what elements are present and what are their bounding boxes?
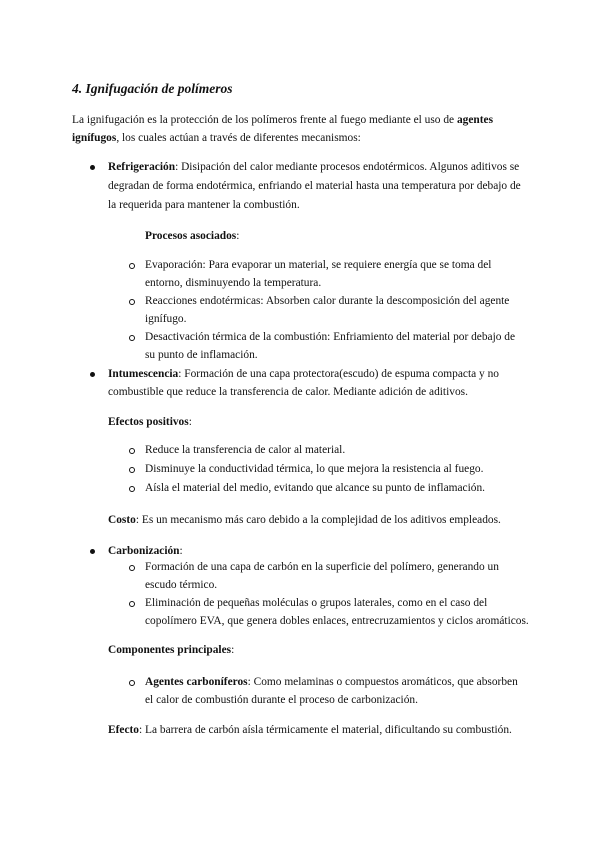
- section-title: 4. Ignifugación de polímeros: [72, 81, 233, 96]
- proceso-item-3-line-1: Desactivación térmica de la combustión: Enfriamiento del material por debajo de: [145, 331, 516, 343]
- refrigeracion-line-3: la requerida para mantener la combustión.: [108, 199, 300, 211]
- bullet-circle-icon: [129, 467, 135, 473]
- carbonizacion-term: Carbonización: [108, 545, 180, 557]
- carbon-item-2-line-1: Eliminación de pequeñas moléculas o grupos laterales, como en el caso del: [145, 597, 488, 609]
- bullet-circle-icon: [129, 335, 135, 341]
- procesos-colon: :: [236, 230, 240, 242]
- intumescencia-text-1: : Formación de una capa protectora(escudo) de espuma compacta y no: [178, 368, 499, 380]
- efecto-item-2: Disminuye la conductividad térmica, lo que mejora la resistencia al fuego.: [145, 463, 484, 475]
- bullet-circle-icon: [129, 299, 135, 305]
- refrigeracion-text-1: : Disipación del calor mediante procesos endotérmicos. Algunos aditivos se: [175, 161, 520, 173]
- proceso-item-1-line-2: entorno, disminuyendo la temperatura.: [145, 277, 322, 289]
- bullet-circle-icon: [129, 601, 135, 607]
- intumescencia-line-2: combustible que reduce la transferencia de calor. Mediante adición de aditivos.: [108, 386, 468, 398]
- procesos-heading: [145, 229, 239, 243]
- bullet-dot-icon: [90, 165, 95, 170]
- componentes-heading: [108, 643, 234, 657]
- costo-label: Costo: [108, 514, 136, 526]
- componentes-colon: :: [231, 644, 235, 656]
- efecto-label: Efecto: [108, 724, 139, 736]
- carbon-item-1-line-1: Formación de una capa de carbón en la superficie del polímero, generando un: [145, 561, 499, 573]
- intro-bold-term-2: ignífugos: [72, 132, 117, 144]
- bullet-dot-icon: [90, 372, 95, 377]
- intumescencia-line-1: [108, 367, 499, 381]
- agentes-line-1: [145, 675, 518, 689]
- agentes-text-1: : Como melaminas o compuestos aromáticos, que absorben: [247, 676, 518, 688]
- efectos-heading-text: Efectos positivos: [108, 416, 189, 428]
- agentes-term: Agentes carboníferos: [145, 676, 248, 688]
- efecto-line: [108, 723, 512, 737]
- bullet-circle-icon: [129, 565, 135, 571]
- componentes-heading-text: Componentes principales: [108, 644, 232, 656]
- carbon-item-2-line-2: copolímero EVA, que genera dobles enlaces, entrecruzamientos y ciclos aromáticos.: [145, 615, 529, 627]
- efecto-item-3: Aísla el material del medio, evitando que alcance su punto de inflamación.: [145, 482, 486, 494]
- agentes-line-2: el calor de combustión durante el proceso de carbonización.: [145, 694, 418, 706]
- intro-text: La ignifugación es la protección de los polímeros frente al fuego mediante el uso de: [72, 114, 457, 126]
- intumescencia-term: Intumescencia: [108, 368, 179, 380]
- costo-text: : Es un mecanismo más caro debido a la complejidad de los aditivos empleados.: [135, 514, 501, 526]
- intro-line-2: [72, 131, 361, 145]
- efecto-item-1: Reduce la transferencia de calor al material.: [145, 444, 346, 456]
- costo-line: [108, 513, 501, 527]
- bullet-circle-icon: [129, 680, 135, 686]
- carbon-item-1-line-2: escudo térmico.: [145, 579, 218, 591]
- proceso-item-2-line-2: ignífugo.: [145, 313, 187, 325]
- efectos-colon: :: [188, 416, 192, 428]
- efectos-heading: [108, 415, 192, 429]
- intro-text-2: , los cuales actúan a través de diferentes mecanismos:: [116, 132, 361, 144]
- efecto-text: : La barrera de carbón aísla térmicamente el material, dificultando su combustión.: [139, 724, 512, 736]
- procesos-heading-text: Procesos asociados: [145, 230, 237, 242]
- bullet-circle-icon: [129, 486, 135, 492]
- carbonizacion-colon: :: [179, 545, 183, 557]
- proceso-item-1-line-1: Evaporación: Para evaporar un material, se requiere energía que se toma del: [145, 259, 492, 271]
- proceso-item-3-line-2: su punto de inflamación.: [145, 349, 258, 361]
- refrigeracion-line-1: [108, 160, 519, 174]
- carbonizacion-heading: [108, 544, 183, 558]
- intro-bold-term: agentes: [456, 114, 494, 126]
- bullet-circle-icon: [129, 263, 135, 269]
- refrigeracion-line-2: degradan de forma endotérmica, enfriando el material hasta una temperatura por debajo de: [108, 180, 521, 192]
- bullet-circle-icon: [129, 448, 135, 454]
- intro-line-1: [72, 113, 493, 127]
- proceso-item-2-line-1: Reacciones endotérmicas: Absorben calor durante la descomposición del agente: [145, 295, 510, 307]
- refrigeracion-term: Refrigeración: [108, 161, 176, 173]
- bullet-dot-icon: [90, 549, 95, 554]
